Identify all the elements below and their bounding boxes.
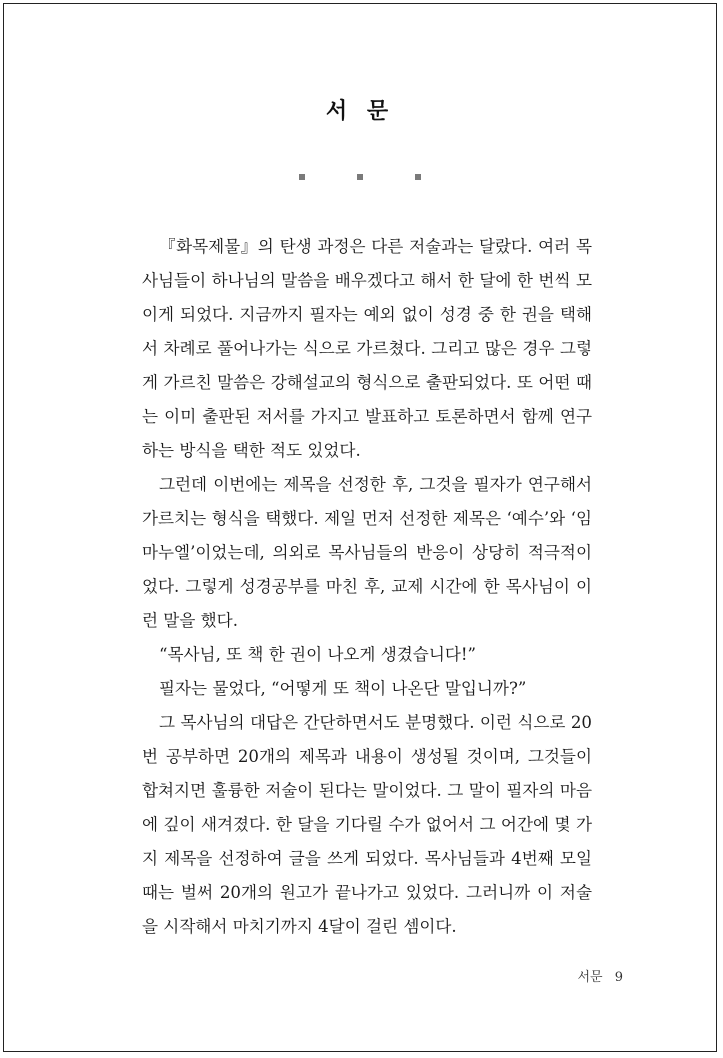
running-header-section: 서문 [577, 970, 603, 985]
body-text [142, 230, 592, 944]
ornament-dot [415, 174, 421, 180]
ornament-dots [4, 174, 716, 180]
chapter-title: 서 문 [325, 99, 395, 124]
paragraph: 필자는 물었다, “어떻게 또 책이 나온단 말입니까?” [159, 679, 527, 698]
book-page [3, 3, 717, 1052]
page-footer [577, 966, 623, 985]
ornament-dot [299, 174, 305, 180]
paragraph: “목사님, 또 책 한 권이 나오게 생겼습니다!” [159, 645, 477, 664]
ornament-dot [357, 174, 363, 180]
page-number: 9 [614, 970, 623, 985]
paragraph: 『화목제물』의 탄생 과정은 다른 저술과는 달랐다. 여러 목사님들이 하나님의 말씀을 배우겠다고 해서 한 달에 한 번씩 모이게 되었다. 지금까지 필자는 예외 없이 성경 중 한 권을 택해서 차례로 풀어나가는 식으로 가르쳤다. 그리고 많은 경우 그렇게 가르친 말씀은 강해설교의 형식으로 출판되었다. 또 어떤 때는 이미 출판된 저서를 가지고 발표하고 토론하면서 함께 연구하는 방식을 택한 적도 있었다. [142, 237, 592, 460]
paragraph: 그 목사님의 대답은 간단하면서도 분명했다. 이런 식으로 20번 공부하면 20개의 제목과 내용이 생성될 것이며, 그것들이 합쳐지면 훌륭한 저술이 된다는 말이었다. 그 말이 필자의 마음에 깊이 새겨졌다. 한 달을 기다릴 수가 없어서 그 어간에 몇 가지 제목을 선정하여 글을 쓰게 되었다. 목사님들과 4번째 모일 때는 벌써 20개의 원고가 끝나가고 있었다. 그러니까 이 저술을 시작해서 마치기까지 4달이 걸린 셈이다. [142, 713, 592, 936]
paragraph: 그런데 이번에는 제목을 선정한 후, 그것을 필자가 연구해서 가르치는 형식을 택했다. 제일 먼저 선정한 제목은 ‘예수’와 ‘임마누엘’이었는데, 의외로 목사님들의 반응이 상당히 적극적이었다. 그렇게 성경공부를 마친 후, 교제 시간에 한 목사님이 이런 말을 했다. [142, 475, 592, 630]
